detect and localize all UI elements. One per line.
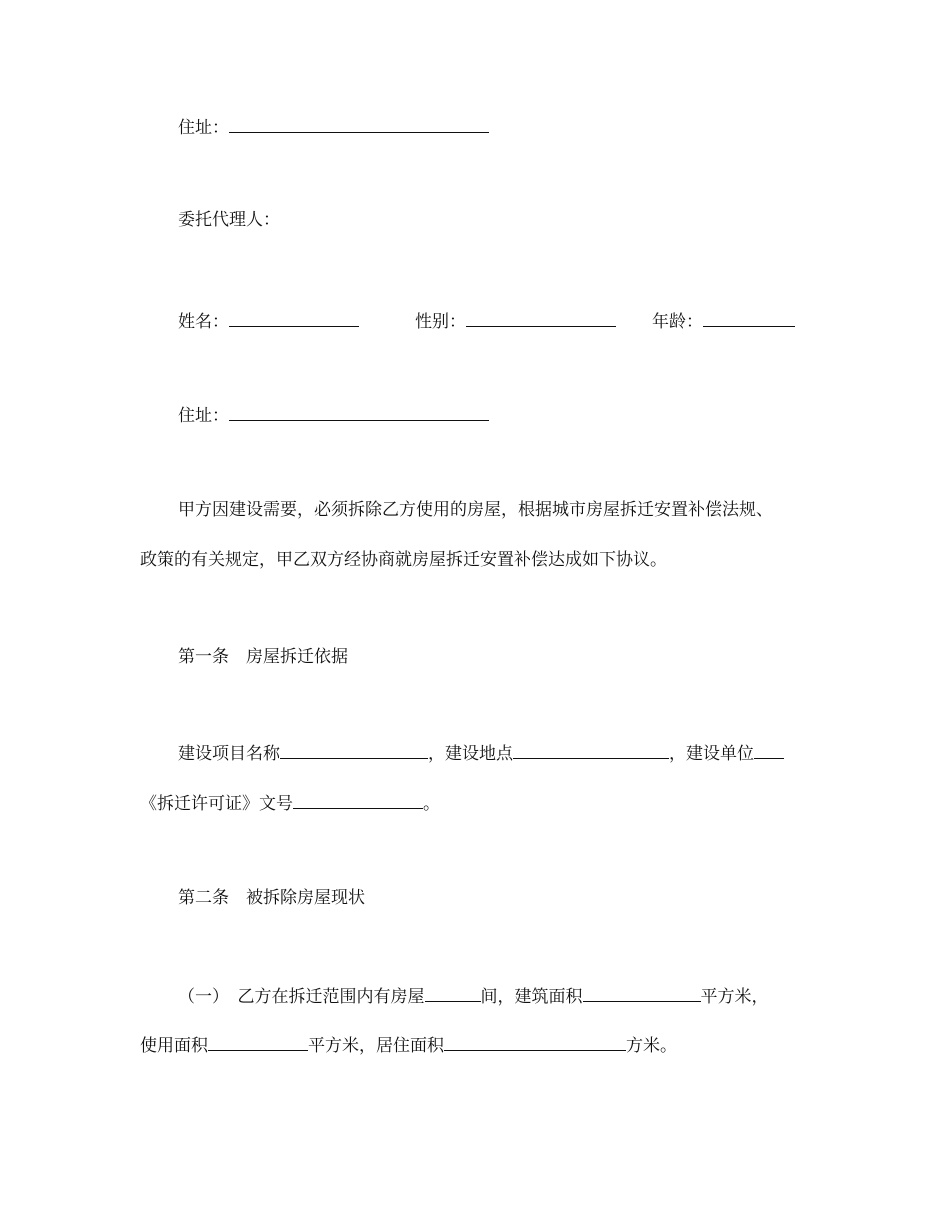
agent-address-label: 住址： (178, 406, 229, 426)
usable-area-label: 使用面积 (140, 1036, 208, 1056)
building-area-blank[interactable] (583, 983, 701, 1002)
usable-area-blank[interactable] (208, 1032, 308, 1051)
agent-address-blank[interactable] (229, 402, 489, 421)
article1-project-row (178, 740, 784, 766)
living-area-unit: 方米。 (626, 1036, 677, 1056)
item1-prefix: （一） 乙方在拆迁范围内有房屋 (178, 987, 425, 1007)
agent-name-blank[interactable] (229, 308, 359, 327)
building-area-unit: 平方米， (700, 987, 769, 1007)
agent-heading: 委托代理人： (178, 210, 280, 230)
rooms-unit: 间，建筑面积 (480, 987, 583, 1007)
preamble-line-1: 甲方因建设需要，必须拆除乙方使用的房屋，根据城市房屋拆迁安置补偿法规、 (178, 500, 773, 520)
permit-end: 。 (423, 794, 440, 814)
article1-title: 第一条 房屋拆迁依据 (178, 647, 348, 667)
agent-gender-blank[interactable] (466, 308, 616, 327)
party-b-address-row (178, 114, 489, 140)
article2-item1-row (178, 983, 769, 1009)
article2-title: 第二条 被拆除房屋现状 (178, 888, 365, 908)
agent-address-row (178, 402, 489, 428)
project-unit-label: ，建设单位 (669, 744, 754, 764)
project-unit-blank[interactable] (754, 740, 784, 759)
project-name-label: 建设项目名称 (178, 744, 280, 764)
agent-info-row (178, 308, 795, 334)
permit-number-blank[interactable] (293, 790, 423, 809)
living-area-blank[interactable] (444, 1032, 626, 1051)
agent-name-label: 姓名： (178, 312, 229, 332)
project-location-label: ，建设地点 (428, 744, 513, 764)
article2-item1-row-2 (140, 1032, 677, 1058)
party-b-address-label: 住址： (178, 118, 229, 138)
permit-label: 《拆迁许可证》文号 (140, 794, 293, 814)
agent-gender-label: 性别： (415, 312, 466, 332)
rooms-count-blank[interactable] (425, 983, 481, 1002)
party-b-address-blank[interactable] (229, 114, 489, 133)
agent-age-blank[interactable] (703, 308, 795, 327)
agent-age-label: 年龄： (652, 312, 703, 332)
project-name-blank[interactable] (280, 740, 428, 759)
article1-permit-row (140, 790, 440, 816)
project-location-blank[interactable] (513, 740, 669, 759)
usable-area-unit: 平方米，居住面积 (308, 1036, 444, 1056)
preamble-line-2: 政策的有关规定，甲乙双方经协商就房屋拆迁安置补偿达成如下协议。 (140, 550, 667, 570)
